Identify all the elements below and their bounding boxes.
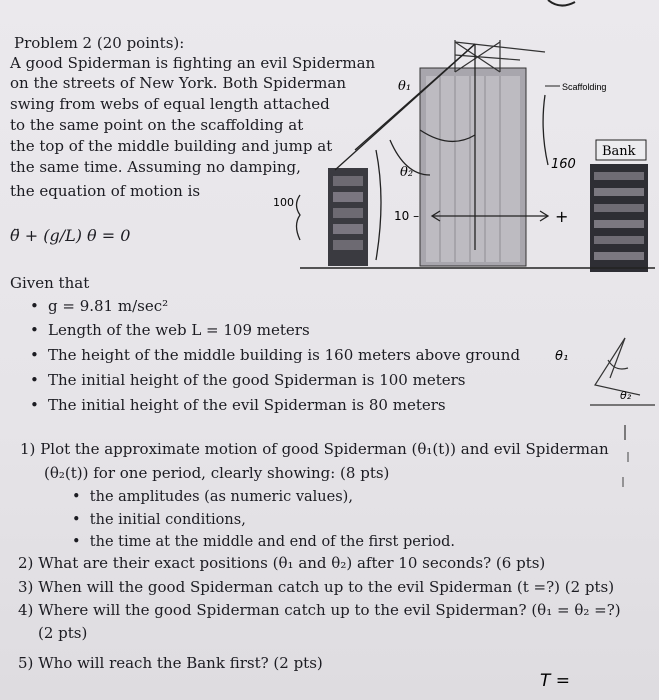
scaffolding-label: Scaffolding: [562, 82, 607, 92]
hand-T: T =: [540, 671, 571, 691]
given-item: • Length of the web L = 109 meters: [30, 321, 310, 339]
subitem: • the amplitudes (as numeric values),: [72, 489, 353, 505]
scaffolding: [455, 40, 545, 72]
problem-line: the top of the middle building and jump at: [10, 137, 333, 155]
side-theta1: θ₁: [555, 349, 569, 364]
question-4: 4) Where will the good Spiderman catch up to the evil Spiderman? (θ₁ = θ₂ =?): [18, 601, 621, 619]
given-label: Given that: [10, 274, 90, 292]
question-2: 2) What are their exact positions (θ₁ and θ₂) after 10 seconds? (6 pts): [18, 554, 546, 572]
given-item: • The initial height of the evil Spiderman is 80 meters: [30, 396, 446, 414]
subitem: • the initial conditions,: [72, 512, 246, 528]
question-5: 5) Who will reach the Bank first? (2 pts): [18, 654, 323, 672]
given-item: • The initial height of the good Spiderman is 100 meters: [30, 371, 466, 389]
bank-building: [590, 164, 648, 272]
problem-line: A good Spiderman is fighting an evil Spiderman: [10, 54, 376, 72]
side-theta2: θ₂: [620, 389, 632, 402]
given-item: • The height of the middle building is 160 meters above ground: [30, 346, 521, 364]
given-item: • g = 9.81 m/sec²: [30, 297, 169, 315]
given-text: The initial height of the good Spiderman is 100 meters: [48, 371, 466, 389]
equation-of-motion: θ̈ + (g/L) θ = 0: [10, 226, 131, 245]
problem-line: swing from webs of equal length attached: [10, 95, 330, 113]
problem-line: the same time. Assuming no damping,: [10, 158, 301, 176]
hand-100: 100: [273, 196, 294, 209]
question-4-cont: (2 pts): [38, 624, 88, 642]
hand-plus: +: [555, 207, 569, 226]
brace-left: [297, 195, 301, 240]
given-text: The initial height of the evil Spiderman is 80 meters: [48, 396, 446, 414]
middle-building: [420, 68, 526, 266]
bank-label: Bank: [602, 144, 636, 159]
top-arc: [548, 0, 575, 6]
question-1: 1) Plot the approximate motion of good Spiderman (θ₁(t)) and evil Spiderman: [20, 440, 609, 458]
question-3: 3) When will the good Spiderman catch up to the evil Spiderman (t =?) (2 pts): [18, 578, 615, 596]
theta2-label: θ₂: [400, 165, 414, 180]
question-1-cont: (θ₂(t)) for one period, clearly showing: (8 pts): [44, 464, 390, 482]
problem-line: on the streets of New York. Both Spiderman: [10, 74, 346, 92]
brace-mid: [376, 150, 381, 260]
subitem: • the time at the middle and end of the first period.: [72, 534, 456, 550]
theta1-label: θ₁: [398, 79, 412, 94]
given-text: The height of the middle building is 160 meters above ground: [48, 346, 521, 364]
given-text: g = 9.81 m/sec²: [48, 297, 169, 315]
problem-line: to the same point on the scaffolding at: [10, 116, 304, 134]
problem-title: Problem 2 (20 points):: [14, 34, 185, 52]
left-building: [328, 168, 368, 266]
problem-line: the equation of motion is: [10, 182, 201, 200]
hand-160: 160: [551, 157, 576, 172]
given-text: Length of the web L = 109 meters: [48, 321, 310, 339]
hand-10: 10 –: [394, 209, 420, 223]
brace-right: [543, 95, 548, 165]
